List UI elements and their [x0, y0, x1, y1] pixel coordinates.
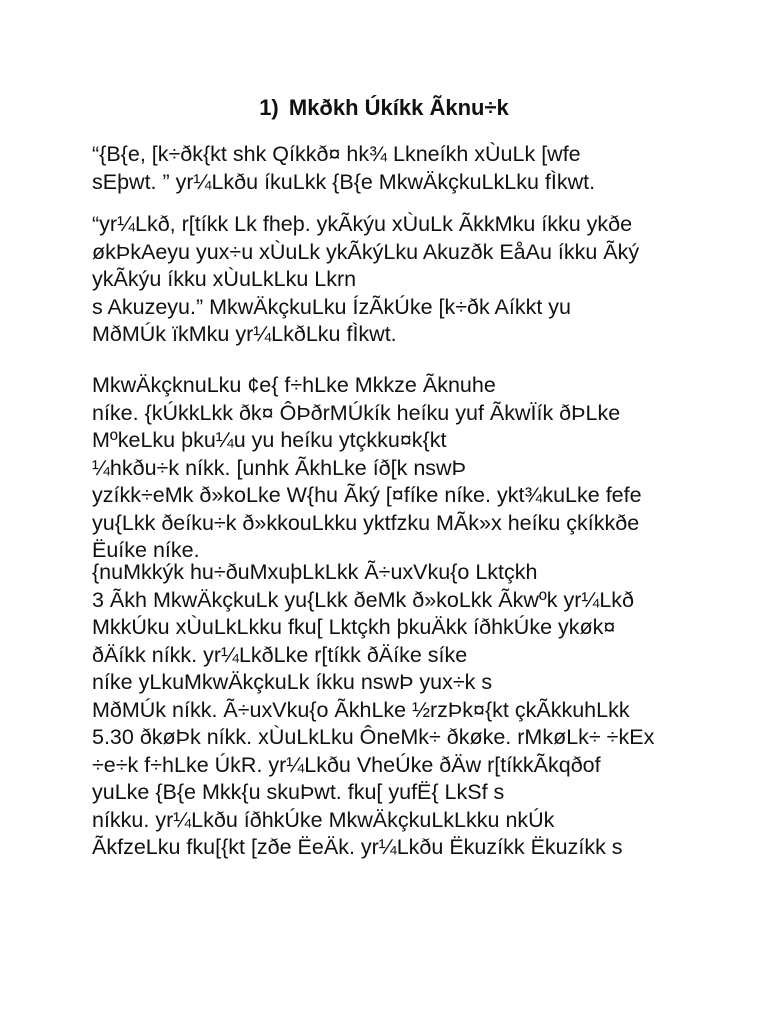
text-line: yuLke {B{e Mkk{u skuÞwt. fku[ yufË{ LkSf s: [92, 780, 505, 804]
text-line: yu{Lkk ðeíku÷k ð»kkouLkku yktfzku MÃk»x heíku çkíkkðe: [92, 510, 640, 535]
text-line: MºkeLku þku¼u yu heíku ytçkku¤k{kt: [92, 428, 447, 452]
text-line: MðMÚk ïkMku yr¼LkðLku fÌkwt.: [92, 322, 397, 346]
text-line: ðÄíkk níkk. yr¼LkðLke r[tíkk ðÄíke síke: [92, 642, 468, 667]
text-line: níke. {kÚkkLkk ðk¤ ÔÞðrMÚkík heíku yuf ÃkwÏík ðÞLke: [92, 400, 621, 425]
text-line: økÞkAeyu yux÷u xÙuLk ykÃkýLku Akuzðk EåAu íkku Ãký: [92, 239, 640, 264]
page-title: [0, 95, 768, 121]
text-line: “{B{e, [k÷ðk{kt shk Qíkkð¤ hk¾ Lkneíkh xÙuLk [wfe: [92, 142, 581, 166]
paragraph-2: [92, 211, 712, 349]
text-line: yzíkk÷eMk ð»koLke W{hu Ãký [¤fíke níke. ykt¾kuLke fefe: [92, 483, 642, 507]
text-line: níkku. yr¼Lkðu íðhkÚke MkwÄkçkuLkLkku nkÚk: [92, 807, 555, 832]
text-line: s Akuzeyu.” MkwÄkçkuLku ÍzÃkÚke [k÷ðk Aíkkt yu: [92, 294, 571, 319]
paragraph-1: [92, 141, 712, 196]
text-line: ¼hkðu÷k níkk. [unhk ÃkhLke íð[k nswÞ: [92, 455, 466, 480]
text-line: 3 Ãkh MkwÄkçkuLk yu{Lkk ðeMk ð»koLkk Ãkwºk yr¼Lkð: [92, 587, 634, 612]
text-line: {nuMkkýk hu÷ðuMxuþLkLkk Ã÷uxVku{o Lktçkh: [92, 560, 538, 584]
text-line: MkwÄkçknuLku ¢e{ f÷hLke Mkkze Ãknuhe: [92, 373, 496, 397]
text-line: ykÃkýu íkku xÙuLkLku Lkrn: [92, 267, 357, 291]
paragraph-4: [92, 559, 712, 862]
text-line: 5.30 ðkøÞk níkk. xÙuLkLku ÔneMk÷ ðkøke. rMkøLk÷ ÷kEx: [92, 725, 655, 749]
heading-text: Mkðkh Úkíkk Ãknu÷k: [288, 95, 509, 120]
text-line: ÃkfzeLku fku[{kt [zðe ËeÄk. yr¼Lkðu Ëkuzíkk Ëkuzíkk s: [92, 835, 623, 859]
text-line: Ëuíke níke.: [92, 538, 200, 562]
text-line: ÷e÷k f÷hLke ÚkR. yr¼Lkðu VheÚke ðÄw r[tíkkÃkqðof: [92, 752, 601, 777]
text-line: MðMÚk níkk. Ã÷uxVku{o ÃkhLke ½rzÞk¤{kt çkÃkkuhLkk: [92, 697, 630, 722]
text-line: níke yLkuMkwÄkçkuLk íkku nswÞ yux÷k s: [92, 670, 493, 694]
text-line: MkkÚku xÙuLkLkku fku[ Lktçkh þkuÄkk íðhkÚke ykøk¤: [92, 615, 616, 639]
heading-number: 1): [259, 95, 279, 120]
text-line: sEþwt. ” yr¼Lkðu íkuLkk {B{e MkwÄkçkuLkLku fÌkwt.: [92, 169, 596, 194]
text-line: “yr¼Lkð, r[tíkk Lk fheþ. ykÃkýu xÙuLk ÃkkMku íkku ykðe: [92, 212, 633, 236]
paragraph-3: [92, 372, 712, 565]
